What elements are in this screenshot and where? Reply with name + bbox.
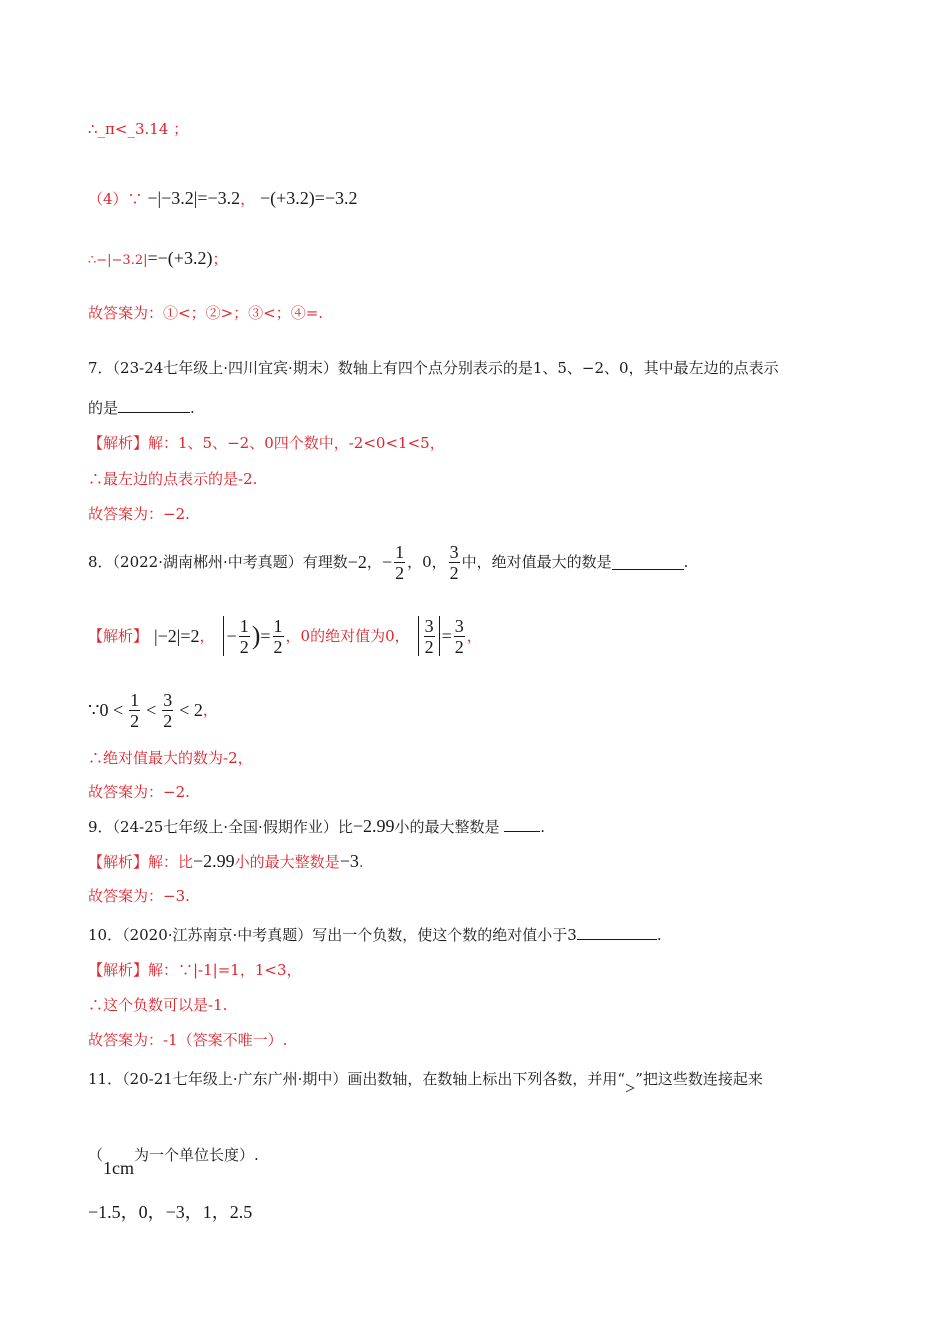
q8-answer: 故答案为：−2.: [88, 783, 190, 801]
q8-because-3h-den: 2: [163, 710, 173, 731]
q8-abs2-inner: −: [226, 626, 237, 646]
prev-part4-sep: ，: [240, 190, 256, 208]
q10-conclusion-line: [88, 995, 227, 1015]
q8-abs-three-halves: [424, 616, 435, 657]
q8-abs-half-den: 2: [239, 636, 249, 657]
q11-gt-symbol: >: [625, 1078, 636, 1098]
prev-part4-label: （4）∵: [88, 190, 143, 208]
q10-stem-line: [88, 925, 662, 945]
q9-stem-line: [88, 816, 545, 837]
q9-answer: 故答案为：−3.: [88, 887, 190, 905]
q11-unit: 1cm: [103, 1158, 135, 1178]
q8-because-line: [88, 688, 218, 732]
prev-compare-end: ；: [212, 250, 228, 268]
q9-answer-line: [88, 886, 190, 906]
prev-answer-line: [88, 303, 323, 323]
prev-part4-expr-a: −|−3.2|=−3.2: [147, 188, 241, 208]
q7-stem2-post: .: [190, 399, 195, 417]
q8-neg-sign: −: [381, 552, 393, 572]
q8-lt2: < 2: [179, 700, 203, 720]
q7-analysis-line: [88, 433, 445, 453]
q8-comma1: ，: [199, 627, 215, 645]
q8-because-half-den: 2: [130, 710, 140, 731]
q9-stem-post: 小的最大整数是: [394, 818, 500, 836]
q10-stem-end: .: [656, 926, 662, 944]
q8-abs3-res-num: 3: [454, 615, 464, 636]
q7-stem-line2: [88, 398, 195, 418]
q8-zero-abs: ，0的绝对值为0，: [285, 627, 410, 645]
q8-because-3h-num: 3: [163, 689, 173, 710]
q8-stem-end: 中，绝对值最大的数是: [461, 553, 612, 571]
q8-because-half-num: 1: [130, 689, 140, 710]
q7-answer-blank: [118, 398, 190, 413]
q9-analysis-pre: 【解析】解：比: [88, 853, 194, 871]
q8-answer-line: [88, 782, 190, 802]
q8-fraction-three-halves: [449, 542, 460, 583]
q8-abs3-result: [454, 616, 465, 657]
q10-answer: 故答案为：-1（答案不唯一）.: [88, 1031, 288, 1049]
q8-conclusion-line: [88, 748, 253, 768]
q11-stem-post: ”把这些数连接起来: [635, 1070, 763, 1088]
prev-part4-line: [88, 188, 358, 209]
q8-end-comma: ，: [466, 627, 482, 645]
q8-abs-half-frac: [239, 616, 250, 657]
q7-answer: 故答案为：−2.: [88, 505, 190, 523]
q7-stem1: 7．（23-24七年级上·四川宜宾·期末）数轴上有四个点分别表示的是1、5、−2、0，其中最左边的点表示: [88, 359, 779, 377]
prev-conclusion-text: ∴_π<_3.14 ；: [88, 120, 189, 138]
q8-abs2-rparen: ): [251, 621, 261, 650]
q7-answer-line: [88, 504, 190, 524]
q8-frac2-den: 2: [449, 562, 459, 583]
q9-analysis-num: −2.99: [193, 851, 235, 871]
q10-answer-line: [88, 1030, 287, 1050]
q8-abs3-bar-right: [439, 616, 440, 656]
q8-lt1: <: [146, 700, 157, 720]
q8-num-neg2: −2: [347, 552, 367, 572]
q8-frac1-num: 1: [395, 541, 405, 562]
q8-because-three-halves: [162, 690, 173, 731]
q7-stem-line1: [88, 358, 779, 378]
q8-abs-half-res-den: 2: [273, 636, 283, 657]
q11-stem-line: [88, 1068, 763, 1098]
q8-conclusion: ∴绝对值最大的数为-2，: [88, 749, 253, 767]
q11-unit-text: 为一个单位长度）.: [134, 1146, 259, 1164]
q8-stem-pre: 8．（2022·湖南郴州·中考真题）有理数: [88, 553, 348, 571]
prev-compare-line: [88, 248, 227, 271]
q8-abs3-den: 2: [424, 636, 434, 657]
prev-part4-expr-b: −(+3.2)=−3.2: [259, 188, 358, 208]
q11-paren-open: （: [88, 1146, 104, 1164]
q8-abs3-eq: =: [441, 626, 452, 646]
q9-analysis-end: .: [358, 853, 364, 871]
q9-answer-blank: [504, 817, 540, 832]
q10-conclusion: ∴这个负数可以是-1.: [88, 996, 228, 1014]
q8-abs-half-res-num: 1: [273, 615, 283, 636]
q8-abs3-num: 3: [424, 615, 434, 636]
q9-stem-pre: 9．（24-25七年级上·全国·假期作业）比: [88, 818, 353, 836]
q10-analysis-line: [88, 960, 302, 980]
q11-numbers-line: [88, 1202, 252, 1223]
q8-abs-bar-left: [223, 616, 224, 656]
q7-conclusion: ∴最左边的点表示的是-2.: [88, 470, 258, 488]
q8-sep1: ，: [366, 553, 382, 571]
q10-stem: 10．（2020·江苏南京·中考真题）写出一个负数，使这个数的绝对值小于3: [88, 926, 577, 944]
q9-stem-end: .: [540, 818, 546, 836]
q8-because-half: [129, 690, 140, 731]
prev-answer-text: 故答案为：①<；②>；③<；④=.: [88, 304, 324, 322]
q8-fraction-half: [394, 542, 405, 583]
q10-answer-blank: [577, 925, 657, 940]
prev-compare-pre: ∴−|−3.2|: [88, 253, 148, 268]
q11-numbers: −1.5，0，−3，1，2.5: [88, 1202, 253, 1222]
q8-frac2-num: 3: [449, 541, 459, 562]
q8-abs-half-num: 1: [239, 615, 249, 636]
q8-answer-blank: [612, 555, 684, 570]
q11-stem-pre: 11．（20-21七年级上·广东广州·期中）画出数轴，在数轴上标出下列各数，并用“: [88, 1070, 626, 1088]
q11-unit-line: [88, 1144, 259, 1178]
q9-analysis-val: −3: [339, 851, 359, 871]
q7-stem2-pre: 的是: [88, 399, 119, 417]
q9-analysis-line: [88, 851, 364, 872]
prev-compare-post: =−(+3.2): [147, 248, 213, 268]
q10-analysis: 【解析】解：∵|-1|=1，1<3，: [88, 961, 302, 979]
q8-sep2: ，0，: [407, 553, 447, 571]
q8-analysis-label: 【解析】: [88, 627, 149, 645]
prev-conclusion-line: [88, 119, 188, 139]
q8-stem-dot: .: [683, 553, 689, 571]
q8-analysis-line: [88, 612, 482, 660]
q8-abs3-res-den: 2: [454, 636, 464, 657]
q9-stem-num: −2.99: [352, 816, 395, 836]
q8-abs2-eq: =: [260, 626, 271, 646]
q8-because: ∵0 <: [88, 700, 124, 720]
q8-frac1-den: 2: [395, 562, 405, 583]
q7-analysis: 【解析】解：1、5、−2、0四个数中，-2<0<1<5，: [88, 434, 445, 452]
q9-analysis-post: 小的最大整数是: [234, 853, 340, 871]
q8-abs-neg2: |−2|=2: [154, 626, 200, 646]
q8-because-comma: ，: [202, 701, 218, 719]
q7-conclusion-line: [88, 469, 257, 489]
q8-abs3-bar-left: [418, 616, 419, 656]
q8-stem-line: [88, 540, 688, 584]
q8-abs-half-result: [273, 616, 284, 657]
